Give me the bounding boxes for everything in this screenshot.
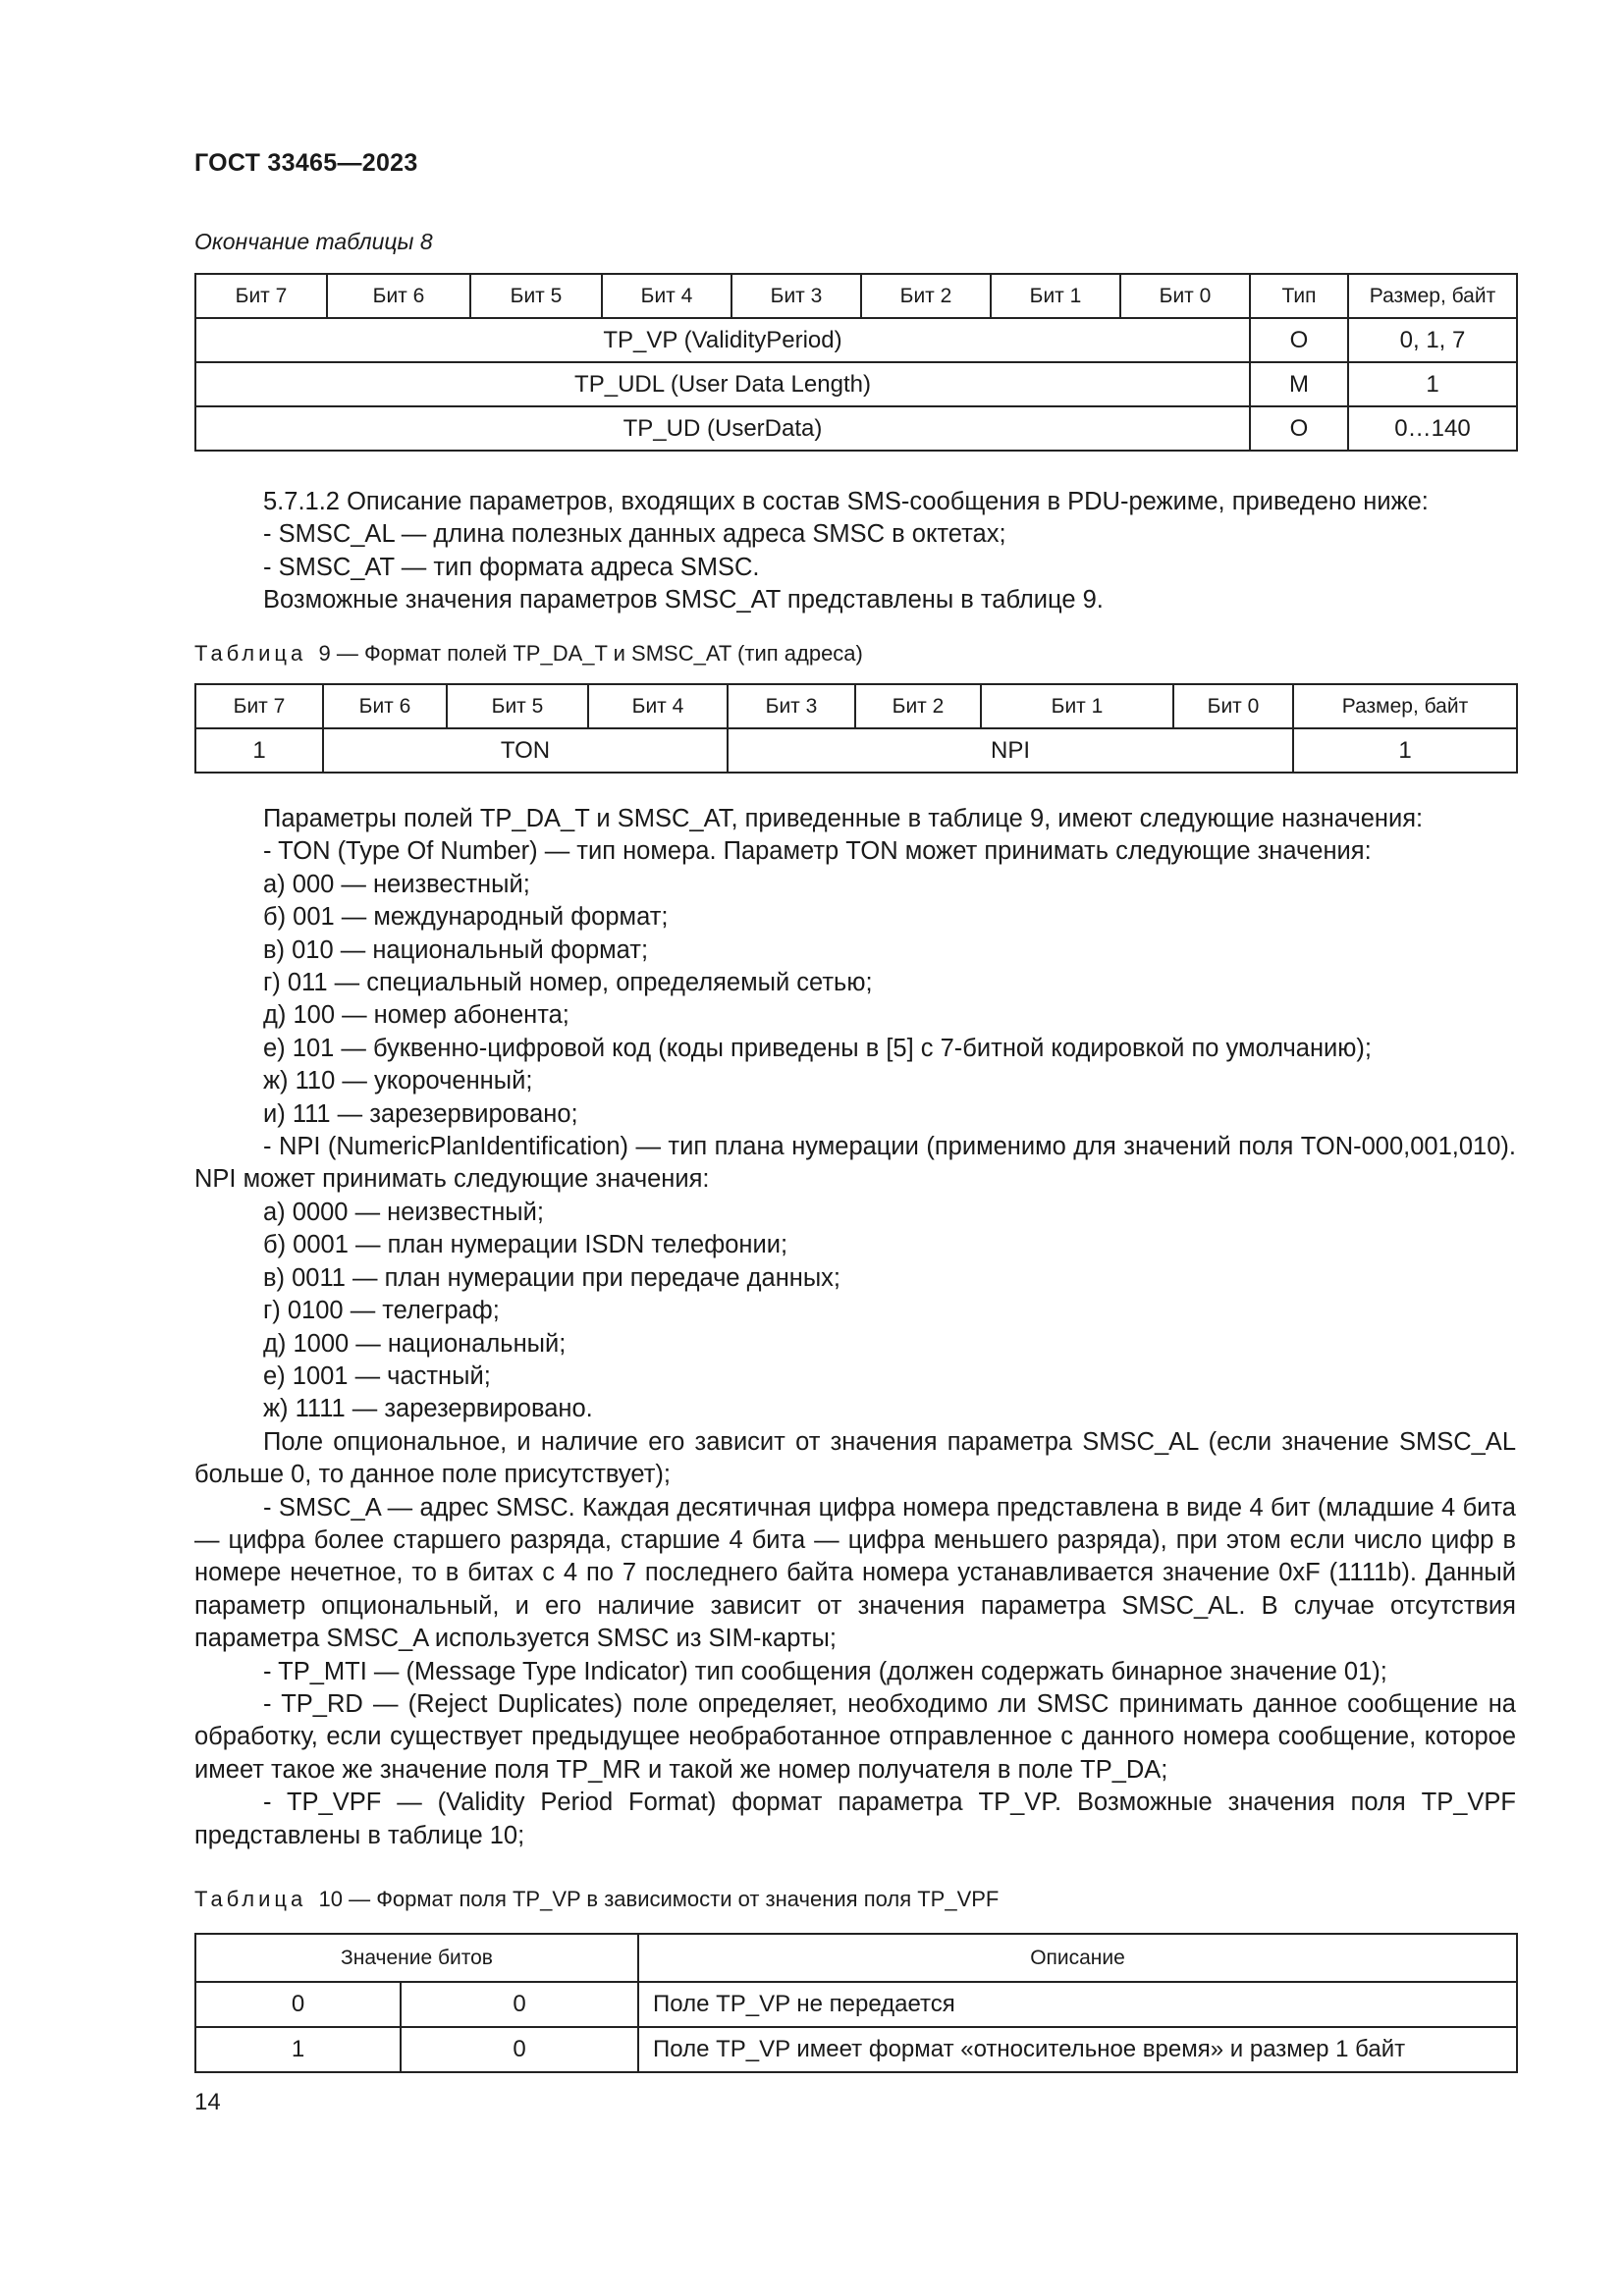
table10-description-cell: Поле TP_VP имеет формат «относительное время» и размер 1 байт <box>638 2027 1517 2072</box>
table-row <box>195 362 1517 406</box>
table9-header-cell: Бит 1 <box>981 684 1173 728</box>
paragraph: Поле опциональное, и наличие его зависит от значения параметра SMSC_AL (если значение SMSC_AL больше 0, то данное поле присутствует); <box>194 1427 1516 1489</box>
table9-header-cell: Бит 6 <box>323 684 447 728</box>
paragraph: Параметры полей TP_DA_T и SMSC_AT, приведенные в таблице 9, имеют следующие назначения: <box>263 805 1424 832</box>
table8 <box>194 273 1518 452</box>
list-item: г) 011 — специальный номер, определяемый сетью; <box>263 969 873 997</box>
table9-caption-text: 9 — Формат полей TP_DA_T и SMSC_AT (тип адреса) <box>318 641 863 666</box>
paragraph: - SMSC_AT — тип формата адреса SMSC. <box>263 553 760 581</box>
body-text <box>194 803 1516 1852</box>
table8-field-cell: TP_VP (ValidityPeriod) <box>195 318 1250 362</box>
table9-header-cell: Бит 5 <box>447 684 588 728</box>
table9-caption-label: Таблица <box>194 641 307 666</box>
table8-header-cell: Бит 3 <box>731 274 861 318</box>
table9-header-row <box>195 684 1517 728</box>
table8-field-cell: TP_UDL (User Data Length) <box>195 362 1250 406</box>
table-row <box>195 2027 1517 2072</box>
table8-size-cell: 0…140 <box>1348 406 1517 451</box>
table-row <box>195 728 1517 773</box>
table9-header-cell: Бит 2 <box>855 684 981 728</box>
table8-header-cell: Бит 4 <box>602 274 731 318</box>
table8-type-cell: O <box>1250 406 1348 451</box>
table9-header-cell: Бит 4 <box>588 684 728 728</box>
table8-header-cell: Тип <box>1250 274 1348 318</box>
list-item: ж) 110 — укороченный; <box>263 1067 533 1095</box>
table9-npi-cell: NPI <box>728 728 1293 773</box>
paragraph: - SMSC_AL — длина полезных данных адреса SMSC в октетах; <box>263 520 1006 549</box>
list-item: а) 000 — неизвестный; <box>263 870 530 898</box>
paragraph: Возможные значения параметров SMSC_AT представлены в таблице 9. <box>263 586 1104 614</box>
table-row <box>195 1982 1517 2027</box>
paragraph: - TP_VPF — (Validity Period Format) формат параметра TP_VP. Возможные значения поля TP_VPF представлены в таблице 10; <box>194 1789 1516 1849</box>
paragraph: - TP_RD — (Reject Duplicates) поле определяет, необходимо ли SMSC принимать данное сообщение на обработку, если существует предыдущее необработанное отправленное с данного номера сообщение, которое имеет такое же значение поля TP_MR и такой же номер получателя в поле TP_DA; <box>194 1689 1516 1784</box>
table8-header-cell: Бит 5 <box>470 274 602 318</box>
table8-header-cell: Бит 0 <box>1120 274 1250 318</box>
paragraph: - NPI (NumericPlanIdentification) — тип плана нумерации (применимо для значений поля TON-000,001,010). NPI может принимать следующие значения: <box>194 1133 1516 1194</box>
table8-size-cell: 0, 1, 7 <box>1348 318 1517 362</box>
table10-bit-cell: 0 <box>195 1982 401 2027</box>
table8-header-row <box>195 274 1517 318</box>
table8-header-cell: Бит 2 <box>861 274 991 318</box>
table10-header-cell: Значение битов <box>195 1934 638 1982</box>
document-header: ГОСТ 33465—2023 <box>194 149 418 177</box>
table8-header-cell: Размер, байт <box>1348 274 1517 318</box>
table10-bit-cell: 0 <box>401 2027 638 2072</box>
table10 <box>194 1933 1518 2073</box>
paragraph: - TON (Type Of Number) — тип номера. Параметр TON может принимать следующие значения: <box>263 837 1372 866</box>
table-row <box>195 406 1517 451</box>
page-number: 14 <box>194 2089 221 2115</box>
table8-header-cell: Бит 6 <box>327 274 470 318</box>
table8-type-cell: O <box>1250 318 1348 362</box>
list-item: и) 111 — зарезервировано; <box>263 1099 578 1128</box>
table10-bit-cell: 0 <box>401 1982 638 2027</box>
table8-field-cell: TP_UD (UserData) <box>195 406 1250 451</box>
table9-header-cell: Бит 7 <box>195 684 323 728</box>
list-item: ж) 1111 — зарезервировано. <box>263 1395 593 1423</box>
list-item: д) 1000 — национальный; <box>263 1329 567 1358</box>
table9-caption <box>194 641 863 667</box>
list-item: д) 100 — номер абонента; <box>263 1001 569 1030</box>
table10-description-cell: Поле TP_VP не передается <box>638 1982 1517 2027</box>
table10-header-row <box>195 1934 1517 1982</box>
list-item: а) 0000 — неизвестный; <box>263 1198 544 1226</box>
table9-ton-cell: TON <box>323 728 728 773</box>
list-item: б) 0001 — план нумерации ISDN телефонии; <box>263 1231 788 1259</box>
table8-header-cell: Бит 1 <box>991 274 1120 318</box>
table9 <box>194 683 1518 774</box>
list-item: е) 1001 — частный; <box>263 1362 491 1390</box>
table8-type-cell: M <box>1250 362 1348 406</box>
table10-caption <box>194 1887 999 1912</box>
list-item: е) 101 — буквенно-цифровой код (коды приведены в [5] с 7-битной кодировкой по умолчанию); <box>263 1034 1372 1062</box>
list-item: г) 0100 — телеграф; <box>263 1297 500 1325</box>
table9-size-cell: 1 <box>1293 728 1517 773</box>
table-row <box>195 318 1517 362</box>
table9-header-cell: Бит 0 <box>1173 684 1293 728</box>
table8-caption: Окончание таблицы 8 <box>194 229 433 254</box>
table10-caption-text: 10 — Формат поля TP_VP в зависимости от значения поля TP_VPF <box>318 1887 1000 1911</box>
table10-header-cell: Описание <box>638 1934 1517 1982</box>
table10-caption-label: Таблица <box>194 1887 307 1911</box>
list-item: в) 0011 — план нумерации при передаче данных; <box>263 1263 841 1292</box>
paragraph: - SMSC_A — адрес SMSC. Каждая десятичная цифра номера представлена в виде 4 бит (младшие 4 бита — цифра более старшего разряда, старшие 4 бита — цифра меньшего разряда), при этом если число цифр в номере нечетное, то в битах с 4 по 7 последнего байта номера устанавливается значение 0xF (1111b). Данный параметр опциональный, и его наличие зависит от значения параметра SMSC_AL. В случае отсутствия параметра SMSC_A используется SMSC из SIM-карты; <box>194 1493 1516 1653</box>
table8-header-cell: Бит 7 <box>195 274 327 318</box>
table9-bit7-cell: 1 <box>195 728 323 773</box>
table8-size-cell: 1 <box>1348 362 1517 406</box>
list-item: в) 010 — национальный формат; <box>263 935 649 964</box>
table10-bit-cell: 1 <box>195 2027 401 2072</box>
table9-header-cell: Размер, байт <box>1293 684 1517 728</box>
paragraph: 5.7.1.2 Описание параметров, входящих в состав SMS-сообщения в PDU-режиме, приведено ниже: <box>263 488 1429 515</box>
list-item: б) 001 — международный формат; <box>263 903 669 932</box>
paragraph: - TP_MTI — (Message Type Indicator) тип сообщения (должен содержать бинарное значение 01); <box>263 1657 1387 1685</box>
table9-header-cell: Бит 3 <box>728 684 855 728</box>
section-5712 <box>194 486 1516 617</box>
